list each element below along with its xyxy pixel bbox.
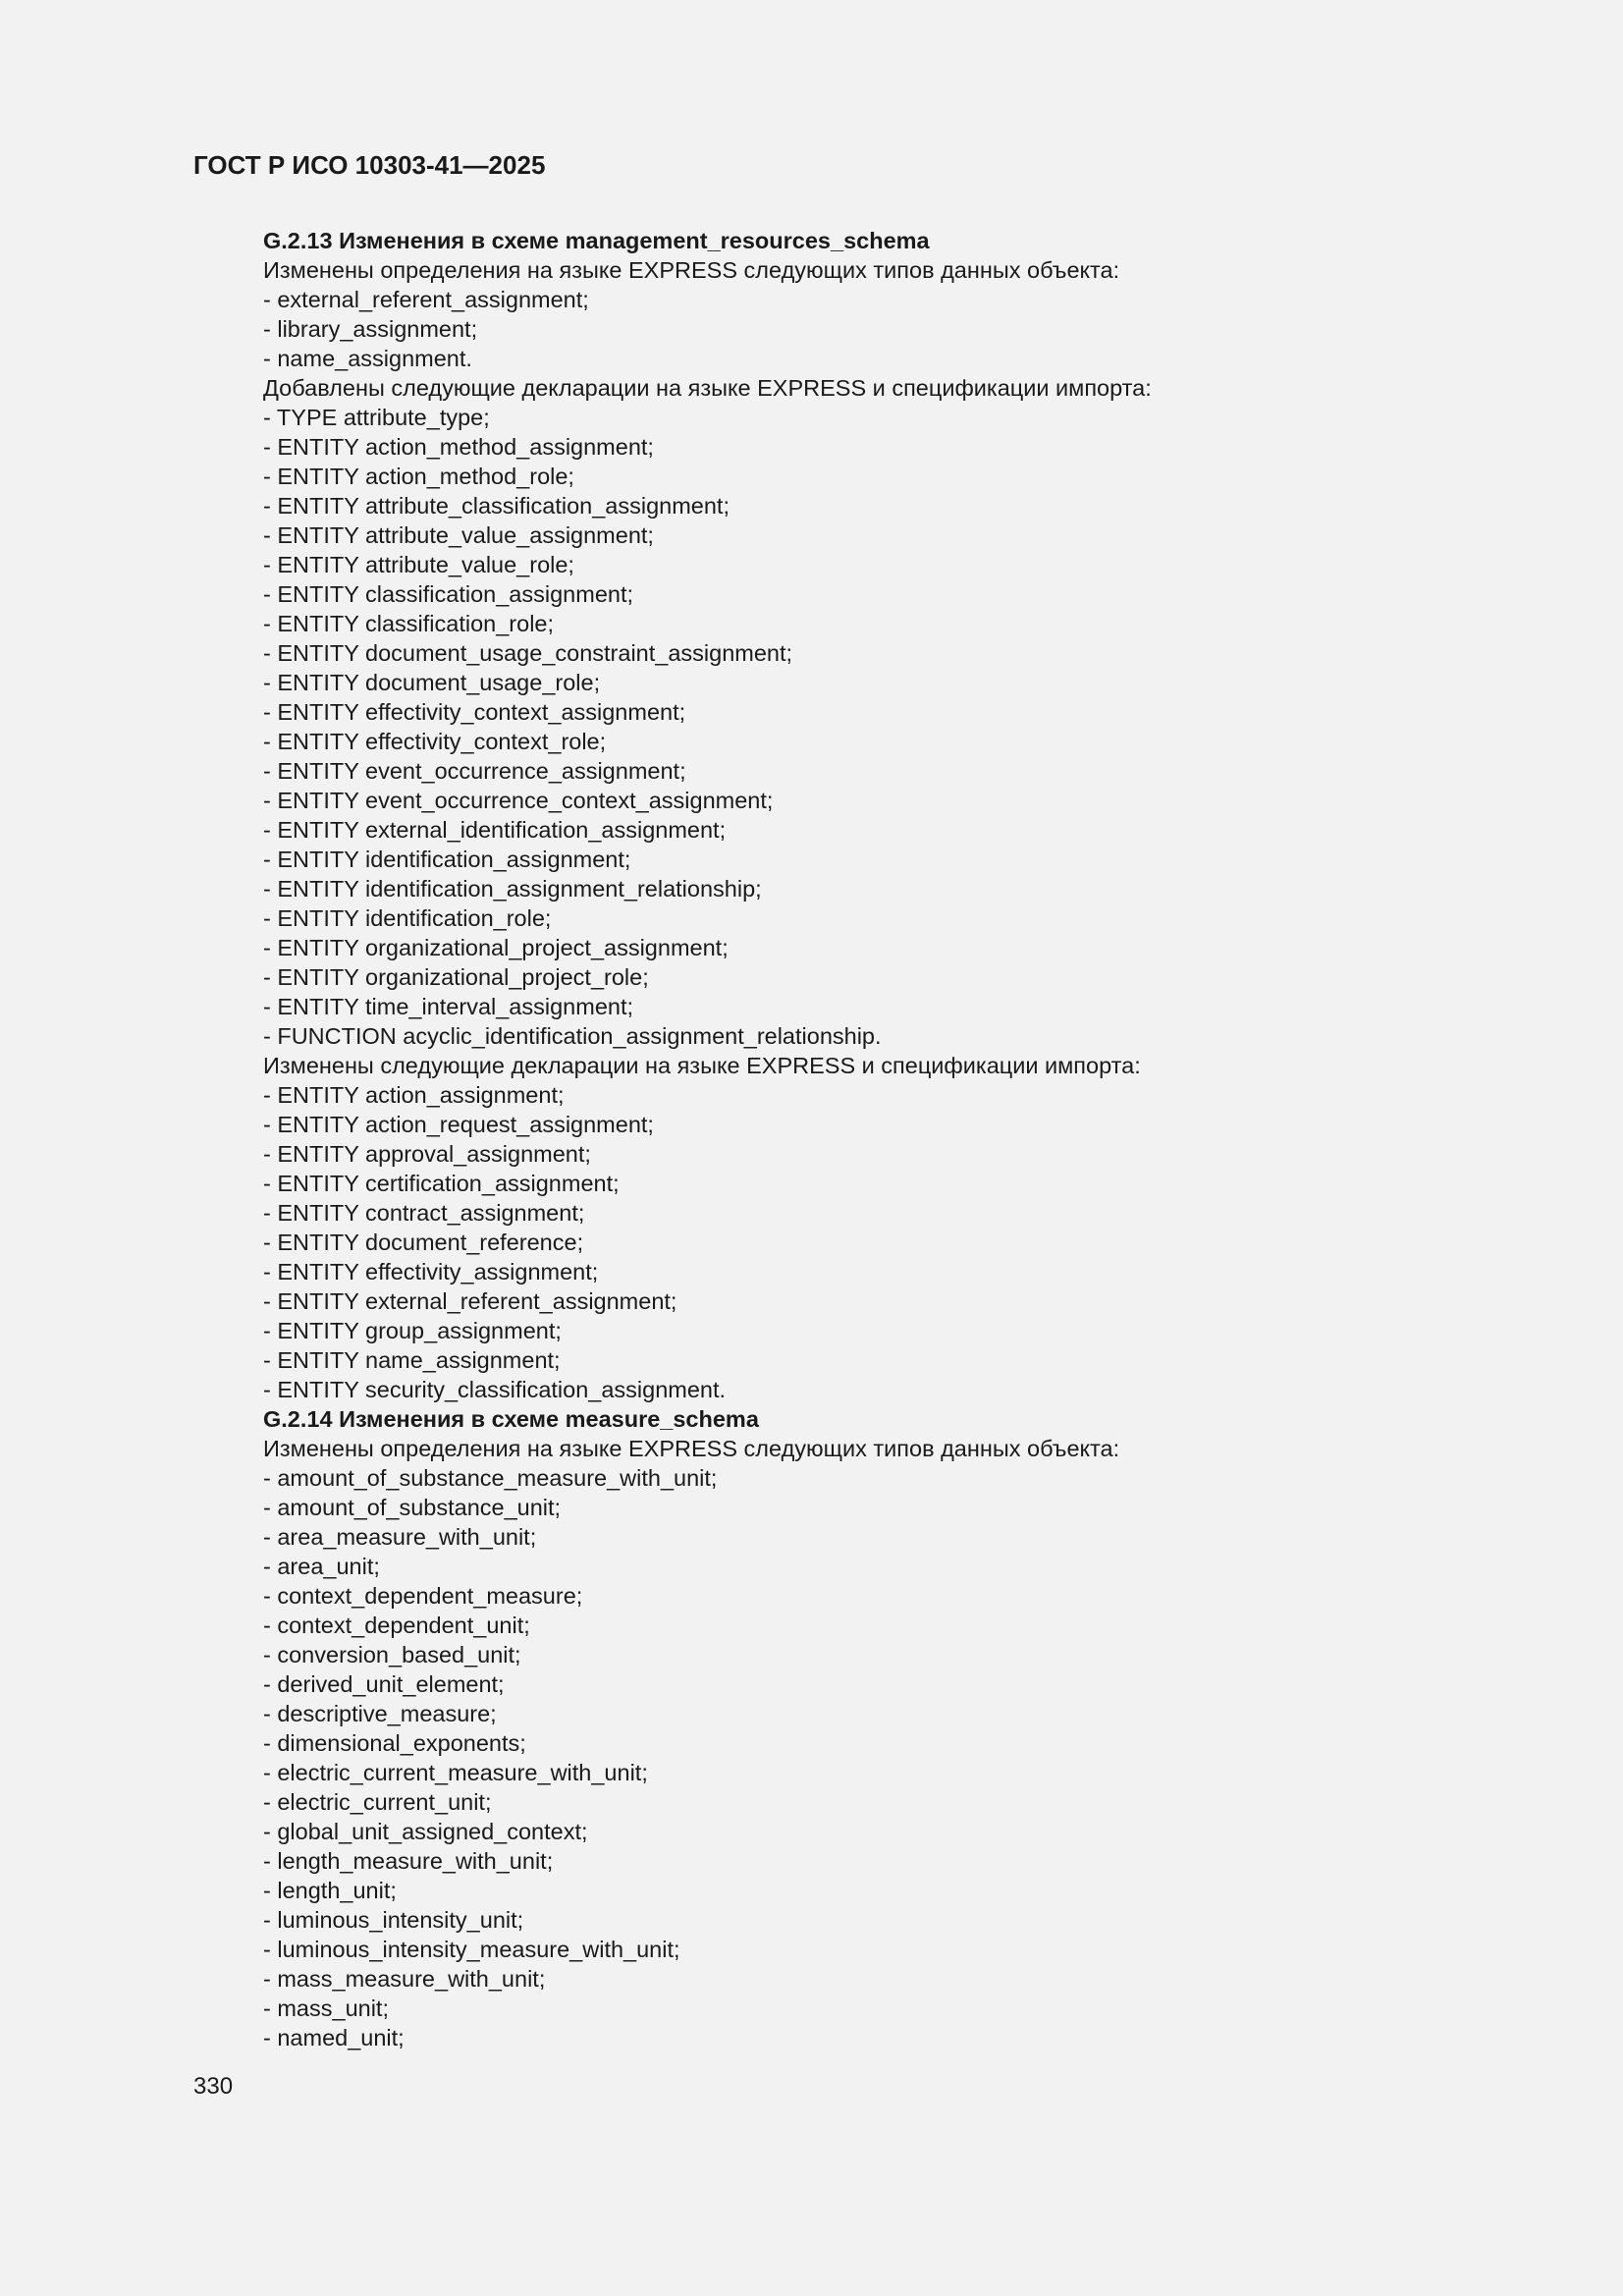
text-line: - ENTITY document_usage_constraint_assignment; xyxy=(263,640,793,666)
text-line: - library_assignment; xyxy=(263,316,478,342)
text-line: Изменены определения на языке EXPRESS следующих типов данных объекта: xyxy=(263,257,1120,283)
text-line: - luminous_intensity_measure_with_unit; xyxy=(263,1937,680,1962)
text-line: Изменены следующие декларации на языке EXPRESS и спецификации импорта: xyxy=(263,1053,1141,1078)
text-line: - ENTITY attribute_classification_assignment; xyxy=(263,493,730,519)
text-line: - ENTITY event_occurrence_assignment; xyxy=(263,758,686,784)
text-line: - ENTITY name_assignment; xyxy=(263,1347,561,1373)
text-line: - ENTITY effectivity_context_assignment; xyxy=(263,699,686,725)
text-line: - length_unit; xyxy=(263,1878,397,1903)
text-line: - ENTITY external_identification_assignment; xyxy=(263,817,727,843)
page-number: 330 xyxy=(193,2073,234,2100)
text-line: - luminous_intensity_unit; xyxy=(263,1907,524,1933)
text-line: - ENTITY certification_assignment; xyxy=(263,1171,620,1196)
text-line: - ENTITY document_usage_role; xyxy=(263,670,601,695)
text-line: Изменены определения на языке EXPRESS следующих типов данных объекта: xyxy=(263,1436,1120,1461)
text-line: - mass_measure_with_unit; xyxy=(263,1966,546,1992)
text-line: - ENTITY external_referent_assignment; xyxy=(263,1288,677,1314)
text-line: - ENTITY event_occurrence_context_assignment; xyxy=(263,788,774,813)
text-line: - area_measure_with_unit; xyxy=(263,1524,537,1550)
text-line: - ENTITY document_reference; xyxy=(263,1230,584,1255)
text-line: - context_dependent_measure; xyxy=(263,1583,583,1609)
text-line: - dimensional_exponents; xyxy=(263,1730,526,1756)
text-line: - ENTITY identification_assignment_relationship; xyxy=(263,876,762,902)
text-line: - ENTITY contract_assignment; xyxy=(263,1200,585,1226)
text-line: - ENTITY action_request_assignment; xyxy=(263,1112,654,1137)
text-line: - name_assignment. xyxy=(263,346,472,371)
text-line: - amount_of_substance_unit; xyxy=(263,1495,562,1520)
text-line: - ENTITY classification_assignment; xyxy=(263,581,634,607)
text-line: - external_referent_assignment; xyxy=(263,287,589,312)
section-heading: G.2.14 Изменения в схеме measure_schema xyxy=(263,1406,759,1432)
text-line: - conversion_based_unit; xyxy=(263,1642,521,1667)
document-body xyxy=(263,226,1540,2052)
text-line: - ENTITY security_classification_assignment. xyxy=(263,1377,727,1402)
text-line: - global_unit_assigned_context; xyxy=(263,1819,588,1844)
document-header: ГОСТ Р ИСО 10303-41—2025 xyxy=(193,150,546,180)
text-line: - named_unit; xyxy=(263,2025,405,2050)
text-line: - ENTITY attribute_value_role; xyxy=(263,552,574,577)
text-line: - ENTITY classification_role; xyxy=(263,611,555,636)
text-line: - mass_unit; xyxy=(263,1995,389,2021)
text-line: - derived_unit_element; xyxy=(263,1671,505,1697)
text-line: - ENTITY group_assignment; xyxy=(263,1318,562,1343)
text-line: - ENTITY effectivity_assignment; xyxy=(263,1259,599,1285)
text-line: - ENTITY action_method_assignment; xyxy=(263,434,654,460)
text-line: - area_unit; xyxy=(263,1554,380,1579)
text-line: - ENTITY organizational_project_role; xyxy=(263,964,649,990)
text-line: - TYPE attribute_type; xyxy=(263,405,490,430)
text-line: - context_dependent_unit; xyxy=(263,1613,530,1638)
text-line: - ENTITY attribute_value_assignment; xyxy=(263,522,654,548)
text-line: - FUNCTION acyclic_identification_assignment_relationship. xyxy=(263,1023,882,1049)
text-line: - ENTITY identification_role; xyxy=(263,905,552,931)
text-line: - ENTITY action_method_role; xyxy=(263,464,574,489)
section-heading: G.2.13 Изменения в схеме management_resources_schema xyxy=(263,228,930,253)
text-line: - length_measure_with_unit; xyxy=(263,1848,554,1874)
text-line: - ENTITY effectivity_context_role; xyxy=(263,729,607,754)
text-line: - electric_current_measure_with_unit; xyxy=(263,1760,648,1785)
text-line: - descriptive_measure; xyxy=(263,1701,497,1726)
text-line: - electric_current_unit; xyxy=(263,1789,492,1815)
text-line: - ENTITY approval_assignment; xyxy=(263,1141,591,1167)
text-line: - ENTITY action_assignment; xyxy=(263,1082,565,1108)
text-line: - ENTITY identification_assignment; xyxy=(263,847,631,872)
text-line: - ENTITY time_interval_assignment; xyxy=(263,994,634,1019)
text-line: Добавлены следующие декларации на языке EXPRESS и спецификации импорта: xyxy=(263,375,1152,401)
text-line: - ENTITY organizational_project_assignment; xyxy=(263,935,729,960)
text-line: - amount_of_substance_measure_with_unit; xyxy=(263,1465,718,1491)
